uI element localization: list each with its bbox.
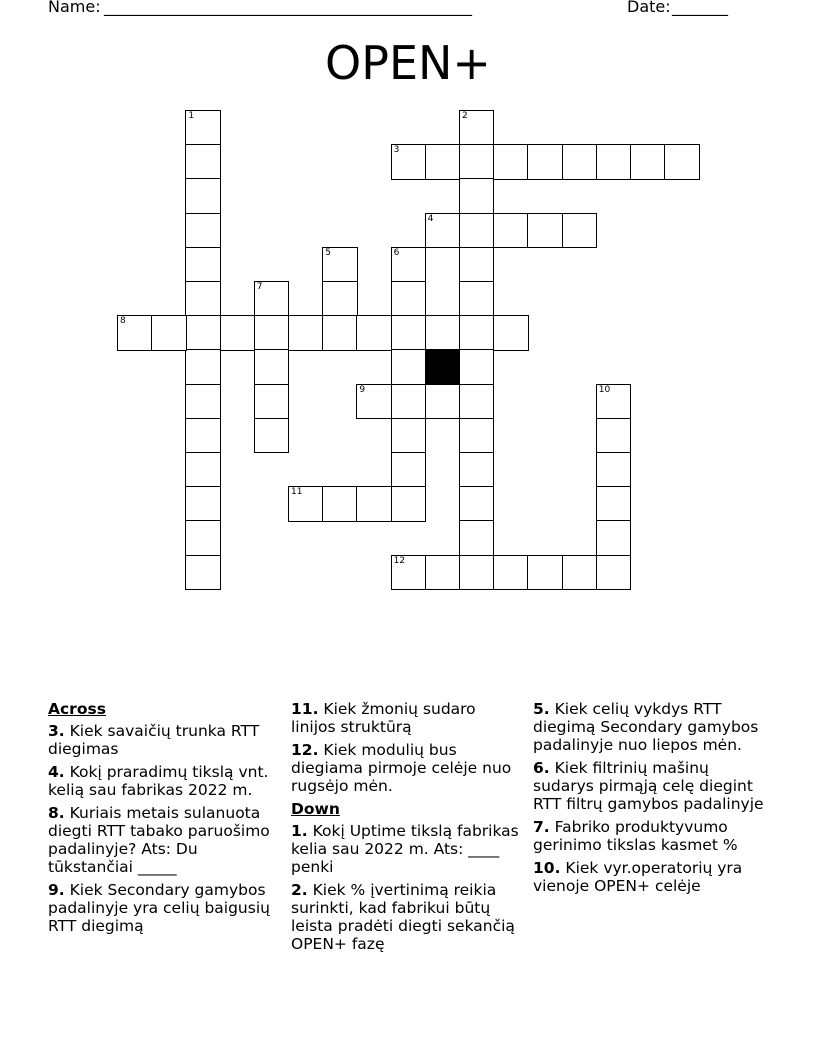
grid-cell[interactable] bbox=[596, 418, 631, 453]
grid-cell[interactable] bbox=[254, 418, 289, 453]
grid-cell[interactable] bbox=[322, 315, 357, 350]
grid-cell[interactable] bbox=[425, 213, 460, 248]
grid-cell[interactable] bbox=[425, 144, 460, 179]
grid-cell[interactable] bbox=[356, 384, 391, 419]
clue-number-label: 2 bbox=[462, 111, 468, 121]
grid-cell[interactable] bbox=[254, 384, 289, 419]
grid-cell[interactable] bbox=[493, 213, 528, 248]
grid-cell[interactable] bbox=[391, 349, 426, 384]
worksheet-header bbox=[48, 0, 748, 19]
clue-across-8 bbox=[48, 804, 280, 876]
clue-number: 9. bbox=[48, 881, 65, 899]
grid-cell[interactable] bbox=[185, 213, 220, 248]
grid-cell[interactable] bbox=[459, 178, 494, 213]
grid-cell[interactable] bbox=[288, 486, 323, 521]
grid-cell[interactable] bbox=[391, 418, 426, 453]
clue-column-1 bbox=[48, 700, 280, 940]
grid-cell[interactable] bbox=[459, 144, 494, 179]
grid-cell[interactable] bbox=[391, 384, 426, 419]
clue-across-12 bbox=[291, 741, 523, 795]
grid-cell[interactable] bbox=[391, 555, 426, 590]
clue-number-label: 11 bbox=[291, 487, 303, 498]
grid-cell[interactable] bbox=[185, 555, 220, 590]
grid-cell[interactable] bbox=[425, 384, 460, 419]
clue-text: Kiek vyr.operatorių yra vienoje OPEN+ celėje bbox=[533, 859, 743, 895]
clue-text: Kiek celių vykdys RTT diegimą Secondary gamybos padalinyje nuo liepos mėn. bbox=[533, 700, 759, 754]
grid-cell[interactable] bbox=[493, 315, 528, 350]
clue-across-3 bbox=[48, 722, 280, 758]
grid-cell[interactable] bbox=[459, 315, 494, 350]
grid-cell[interactable] bbox=[391, 281, 426, 316]
clue-across-4 bbox=[48, 763, 280, 799]
clue-text: Kiek Secondary gamybos padalinyje yra celių baigusių RTT diegimą bbox=[48, 881, 270, 935]
grid-cell[interactable] bbox=[185, 452, 220, 487]
grid-cell[interactable] bbox=[254, 349, 289, 384]
down-heading: Down bbox=[291, 800, 340, 818]
clue-number-label: 1 bbox=[188, 111, 195, 121]
grid-cell[interactable] bbox=[459, 247, 494, 282]
clue-number-label: 10 bbox=[598, 384, 611, 395]
grid-cell[interactable] bbox=[185, 315, 220, 350]
grid-cell[interactable] bbox=[527, 555, 562, 590]
grid-cell[interactable] bbox=[562, 213, 597, 248]
clue-number: 3. bbox=[48, 722, 65, 740]
grid-cell[interactable] bbox=[562, 144, 597, 179]
clue-down-5 bbox=[533, 700, 773, 754]
name-label: Name: bbox=[48, 0, 101, 16]
grid-cell[interactable] bbox=[185, 247, 220, 282]
clue-number: 5. bbox=[533, 700, 550, 718]
grid-cell[interactable] bbox=[322, 486, 357, 521]
clue-text: Kokį Uptime tikslą fabrikas kelia sau 2022 m. Ats: ____ penki bbox=[291, 822, 519, 876]
date-label: Date: bbox=[627, 0, 671, 16]
grid-cell[interactable] bbox=[391, 247, 426, 282]
grid-cell[interactable] bbox=[459, 213, 494, 248]
clue-number-label: 6 bbox=[393, 247, 400, 258]
clue-number-label: 5 bbox=[325, 247, 331, 258]
grid-cell[interactable] bbox=[459, 384, 494, 419]
puzzle-title: OPEN+ bbox=[325, 36, 491, 90]
grid-cell[interactable] bbox=[459, 555, 494, 590]
clue-number-label: 7 bbox=[256, 282, 263, 292]
grid-cell[interactable] bbox=[630, 144, 665, 179]
clue-column-3 bbox=[533, 700, 773, 900]
grid-cell[interactable] bbox=[322, 247, 357, 282]
grid-cell[interactable] bbox=[425, 555, 460, 590]
grid-cell[interactable] bbox=[596, 384, 631, 419]
grid-cell[interactable] bbox=[185, 144, 220, 179]
clue-number: 1. bbox=[291, 822, 308, 840]
clue-number: 7. bbox=[533, 818, 550, 836]
grid-cell[interactable] bbox=[185, 520, 220, 555]
grid-cell[interactable] bbox=[254, 315, 289, 350]
clue-text: Kuriais metais sulanuota diegti RTT tabako paruošimo padalinyje? Ats: Du tūkstančiai _____ bbox=[48, 804, 270, 876]
grid-cell[interactable] bbox=[356, 486, 391, 521]
grid-cell[interactable] bbox=[459, 110, 494, 145]
clue-number: 12. bbox=[291, 741, 319, 759]
grid-cell[interactable] bbox=[288, 315, 323, 350]
grid-cell[interactable] bbox=[493, 555, 528, 590]
grid-cell[interactable] bbox=[596, 520, 631, 555]
clue-number: 8. bbox=[48, 804, 65, 822]
clue-number: 4. bbox=[48, 763, 65, 781]
clue-down-7 bbox=[533, 818, 773, 854]
clue-number-label: 4 bbox=[427, 213, 434, 224]
grid-cell[interactable] bbox=[596, 144, 631, 179]
grid-cell[interactable] bbox=[117, 315, 152, 350]
grid-cell[interactable] bbox=[185, 384, 220, 419]
date-field[interactable]: _______ bbox=[672, 0, 728, 16]
grid-cell[interactable] bbox=[459, 486, 494, 521]
grid-cell[interactable] bbox=[356, 315, 391, 350]
clue-across-11 bbox=[291, 700, 523, 736]
clue-text: Kiek modulių bus diegiama pirmoje celėje nuo rugsėjo mėn. bbox=[291, 741, 512, 795]
grid-cell[interactable] bbox=[562, 555, 597, 590]
across-heading: Across bbox=[48, 700, 106, 718]
grid-cell[interactable] bbox=[459, 520, 494, 555]
grid-cell[interactable] bbox=[596, 452, 631, 487]
clue-number: 10. bbox=[533, 859, 561, 877]
clue-down-1 bbox=[291, 822, 523, 876]
clue-down-6 bbox=[533, 759, 773, 813]
clue-number-label: 12 bbox=[393, 555, 406, 566]
grid-cell[interactable] bbox=[322, 281, 357, 316]
clue-text: Kiek % įvertinimą reikia surinkti, kad fabrikui būtų leista pradėti diegti sekančią OPEN+ fazę bbox=[291, 881, 515, 953]
grid-cell[interactable] bbox=[527, 213, 562, 248]
clue-text: Kiek filtrinių mašinų sudarys pirmąją celę diegint RTT filtrų gamybos padalinyje bbox=[533, 759, 764, 813]
clue-down-2 bbox=[291, 881, 523, 953]
grid-cell[interactable] bbox=[185, 110, 220, 145]
grid-cell[interactable] bbox=[459, 281, 494, 316]
grid-cell[interactable] bbox=[391, 486, 426, 521]
grid-cell[interactable] bbox=[596, 555, 631, 590]
grid-cell[interactable] bbox=[151, 315, 186, 350]
grid-cell[interactable] bbox=[596, 486, 631, 521]
clue-number-label: 3 bbox=[393, 145, 400, 156]
grid-cell[interactable] bbox=[185, 281, 220, 316]
grid-cell[interactable] bbox=[185, 349, 220, 384]
grid-cell[interactable] bbox=[664, 144, 699, 179]
clue-text: Fabriko produktyvumo gerinimo tikslas kasmet % bbox=[533, 818, 738, 854]
grid-cell[interactable] bbox=[185, 178, 220, 213]
grid-cell[interactable] bbox=[391, 315, 426, 350]
clue-number: 2. bbox=[291, 881, 308, 899]
grid-cell[interactable] bbox=[185, 486, 220, 521]
grid-cell[interactable] bbox=[254, 281, 289, 316]
grid-cell[interactable] bbox=[391, 144, 426, 179]
grid-cell[interactable] bbox=[425, 315, 460, 350]
grid-cell[interactable] bbox=[220, 315, 255, 350]
grid-cell[interactable] bbox=[459, 349, 494, 384]
grid-cell[interactable] bbox=[459, 418, 494, 453]
clue-text: Kiek savaičių trunka RTT diegimas bbox=[48, 722, 260, 758]
grid-cell[interactable] bbox=[459, 452, 494, 487]
clue-number-label: 9 bbox=[359, 384, 366, 395]
grid-cell[interactable] bbox=[391, 452, 426, 487]
grid-cell[interactable] bbox=[493, 144, 528, 179]
name-field[interactable]: ______________________________________________ bbox=[104, 0, 472, 16]
grid-cell[interactable] bbox=[185, 418, 220, 453]
clue-across-9 bbox=[48, 881, 280, 935]
clue-number: 11. bbox=[291, 700, 319, 718]
clue-column-2 bbox=[291, 700, 523, 958]
clue-number-label: 8 bbox=[120, 316, 126, 327]
clue-text: Kiek žmonių sudaro linijos struktūrą bbox=[291, 700, 476, 736]
clue-number: 6. bbox=[533, 759, 550, 777]
black-square bbox=[425, 349, 460, 384]
grid-cell[interactable] bbox=[527, 144, 562, 179]
clue-down-10 bbox=[533, 859, 773, 895]
clue-text: Kokį praradimų tikslą vnt. kelią sau fabrikas 2022 m. bbox=[48, 763, 269, 799]
